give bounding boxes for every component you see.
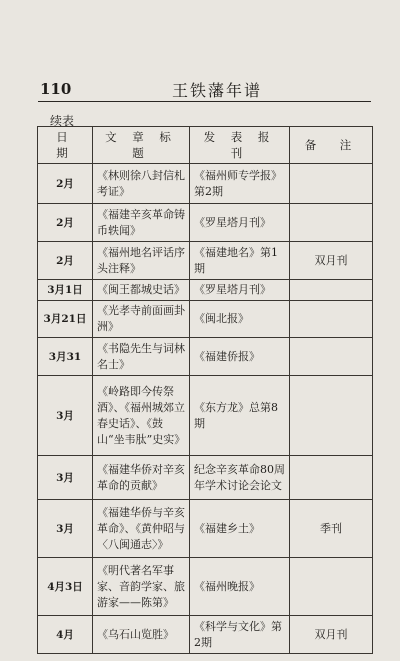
column-header-note: 备 注	[290, 127, 373, 164]
row-publication: 《福州师专学报》第2期	[190, 164, 290, 204]
row-note	[290, 338, 373, 376]
row-publication: 《福州晚报》	[190, 558, 290, 616]
row-date: 3月31	[38, 338, 93, 376]
table-header-row	[38, 127, 373, 164]
chronology-table	[37, 126, 373, 654]
row-note	[290, 301, 373, 338]
chronology-table-container	[37, 126, 372, 654]
row-date: 3月21日	[38, 301, 93, 338]
row-date: 3月	[38, 376, 93, 456]
row-date: 3月	[38, 456, 93, 500]
row-article-title: 《书隐先生与词林名士》	[93, 338, 190, 376]
continued-label: 续表	[50, 114, 75, 128]
table-row	[38, 301, 373, 338]
row-date: 2月	[38, 164, 93, 204]
row-publication: 纪念辛亥革命80周年学术讨论会论文	[190, 456, 290, 500]
column-header-title: 文 章 标 题	[93, 127, 190, 164]
row-note: 双月刊	[290, 616, 373, 654]
table-row	[38, 500, 373, 558]
row-date: 4月	[38, 616, 93, 654]
column-header-date: 日 期	[38, 127, 93, 164]
row-publication: 《闽北报》	[190, 301, 290, 338]
row-publication: 《福建乡土》	[190, 500, 290, 558]
row-publication: 《罗星塔月刊》	[190, 280, 290, 301]
row-publication: 《科学与文化》第2期	[190, 616, 290, 654]
row-publication: 《罗星塔月刊》	[190, 204, 290, 242]
row-date: 2月	[38, 242, 93, 280]
row-note	[290, 456, 373, 500]
row-note	[290, 164, 373, 204]
row-article-title: 《福州地名评话序头注释》	[93, 242, 190, 280]
page-number: 110	[40, 80, 72, 98]
row-note	[290, 558, 373, 616]
row-publication: 《东方龙》总第8期	[190, 376, 290, 456]
table-row	[38, 164, 373, 204]
row-date: 2月	[38, 204, 93, 242]
row-publication: 《福建侨报》	[190, 338, 290, 376]
row-date: 4月3日	[38, 558, 93, 616]
row-article-title: 《岭路即今传祭酒》、《福州城郊立春史话》、《鼓山“坐韦肽”史实》	[93, 376, 190, 456]
row-article-title: 《闽王都城史话》	[93, 280, 190, 301]
row-article-title: 《明代著名军事家、音韵学家、旅游家——陈第》	[93, 558, 190, 616]
row-article-title: 《乌石山览胜》	[93, 616, 190, 654]
row-note	[290, 376, 373, 456]
table-row	[38, 616, 373, 654]
table-row	[38, 338, 373, 376]
row-date: 3月	[38, 500, 93, 558]
table-row	[38, 376, 373, 456]
row-note	[290, 204, 373, 242]
row-article-title: 《光孝寺前面画卦洲》	[93, 301, 190, 338]
row-article-title: 《福建华侨对辛亥革命的贡献》	[93, 456, 190, 500]
row-note: 双月刊	[290, 242, 373, 280]
row-article-title: 《林则徐八封信札考证》	[93, 164, 190, 204]
table-row	[38, 456, 373, 500]
table-row	[38, 558, 373, 616]
row-note: 季刊	[290, 500, 373, 558]
book-title: 王铁藩年谱	[172, 81, 263, 100]
table-row	[38, 204, 373, 242]
header-rule	[38, 101, 371, 102]
page-header	[0, 78, 400, 102]
table-row	[38, 242, 373, 280]
table-row	[38, 280, 373, 301]
row-publication: 《福建地名》第1期	[190, 242, 290, 280]
row-date: 3月1日	[38, 280, 93, 301]
row-article-title: 《福建辛亥革命铸币轶闻》	[93, 204, 190, 242]
row-article-title: 《福建华侨与辛亥革命》、《黄仲昭与〈八闽通志〉》	[93, 500, 190, 558]
column-header-publication: 发 表 报 刊	[190, 127, 290, 164]
row-note	[290, 280, 373, 301]
